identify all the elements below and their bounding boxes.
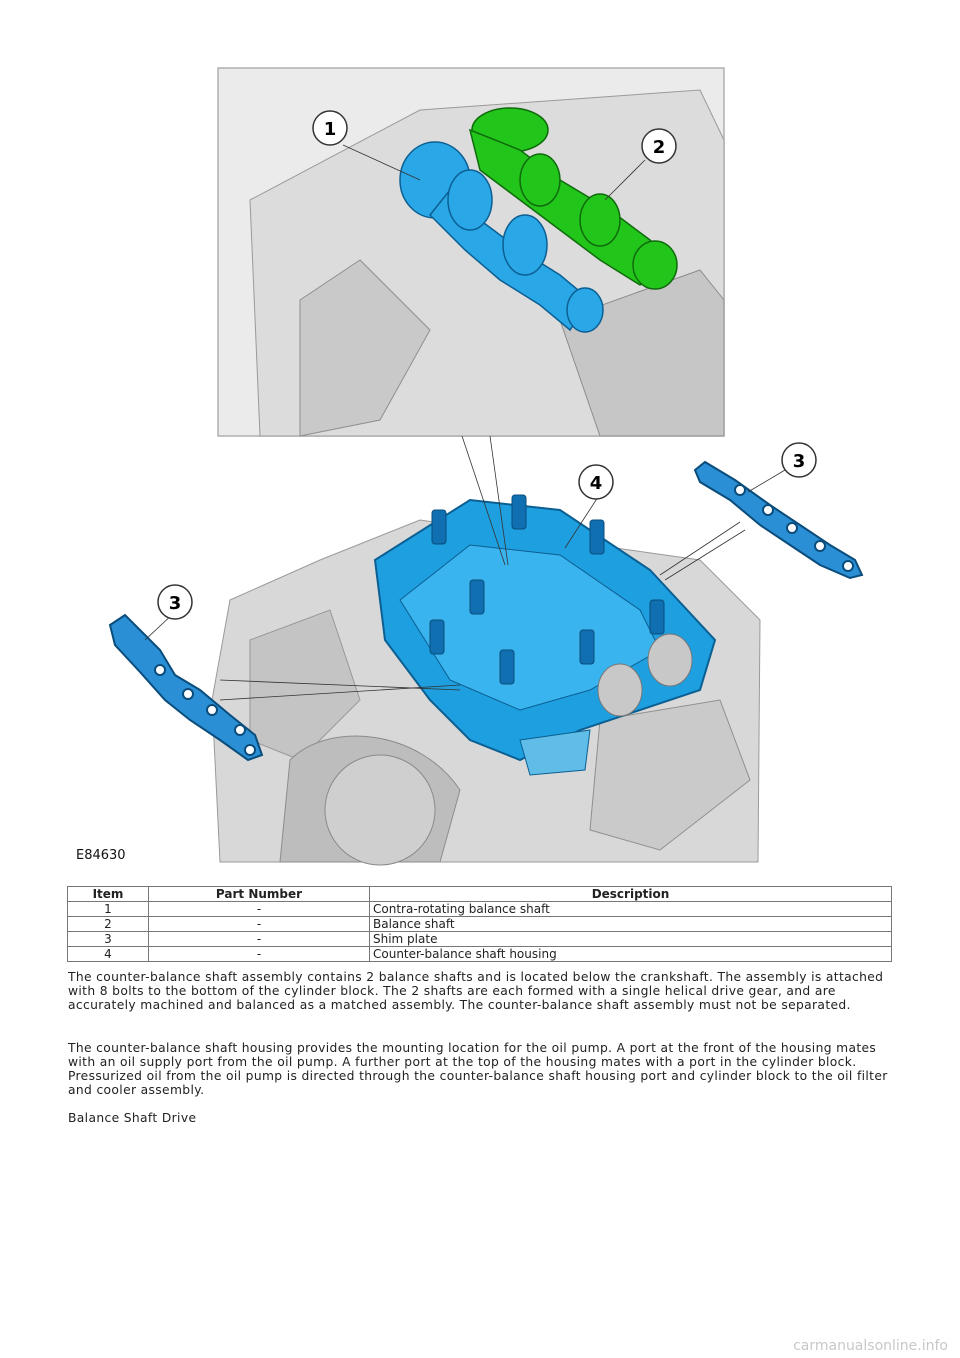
header-item: Item bbox=[68, 887, 149, 902]
table-row bbox=[68, 947, 892, 962]
detail-inset bbox=[218, 68, 724, 436]
cell-description: Counter-balance shaft housing bbox=[370, 947, 892, 962]
callout-1-label: 1 bbox=[323, 119, 337, 140]
paragraph-assembly: The counter-balance shaft assembly contains 2 balance shafts and is located below the crankshaft. The assembly is attached with 8 bolts to the bottom of the cylinder block. The 2 shafts are each formed with a single helical drive gear, and are accurately machined and balanced as a matched assembly. The counter-balance shaft assembly must not be separated. bbox=[68, 970, 884, 1012]
figure-id: E84630 bbox=[76, 848, 126, 863]
cell-part-number: - bbox=[149, 902, 370, 917]
table-header-row bbox=[68, 887, 892, 902]
watermark-footer: carmanualsonline.info bbox=[793, 1338, 948, 1354]
header-part-number: Part Number bbox=[149, 887, 370, 902]
callout-3-right bbox=[782, 443, 816, 477]
cell-part-number: - bbox=[149, 932, 370, 947]
callout-4-label: 4 bbox=[589, 473, 603, 494]
cell-description: Balance shaft bbox=[370, 917, 892, 932]
callout-4 bbox=[579, 465, 613, 499]
callout-3-right-label: 3 bbox=[792, 451, 806, 472]
shim-plate-right bbox=[695, 462, 862, 578]
paragraph-housing: The counter-balance shaft housing provides the mounting location for the oil pump. A port at the front of the housing mates with an oil supply port from the oil pump. A further port at the top of the housing mates with a port in the cylinder block. Pressurized oil from the oil pump is directed through the counter-balance shaft housing port and cylinder block to the oil filter and cooler assembly. bbox=[68, 1041, 888, 1097]
cell-item: 3 bbox=[68, 932, 149, 947]
cell-part-number: - bbox=[149, 917, 370, 932]
cell-item: 1 bbox=[68, 902, 149, 917]
header-description: Description bbox=[370, 887, 892, 902]
parts-table bbox=[67, 886, 892, 962]
callout-3-left bbox=[158, 585, 192, 619]
table-row bbox=[68, 902, 892, 917]
section-heading-balance-shaft-drive: Balance Shaft Drive bbox=[68, 1111, 197, 1125]
callout-3-left-label: 3 bbox=[168, 593, 182, 614]
cell-item: 4 bbox=[68, 947, 149, 962]
callout-2-label: 2 bbox=[652, 137, 666, 158]
cell-part-number: - bbox=[149, 947, 370, 962]
table-row bbox=[68, 917, 892, 932]
table-row bbox=[68, 932, 892, 947]
cell-description: Shim plate bbox=[370, 932, 892, 947]
callout-2 bbox=[642, 129, 676, 163]
callout-1 bbox=[313, 111, 347, 145]
cell-description: Contra-rotating balance shaft bbox=[370, 902, 892, 917]
cell-item: 2 bbox=[68, 917, 149, 932]
